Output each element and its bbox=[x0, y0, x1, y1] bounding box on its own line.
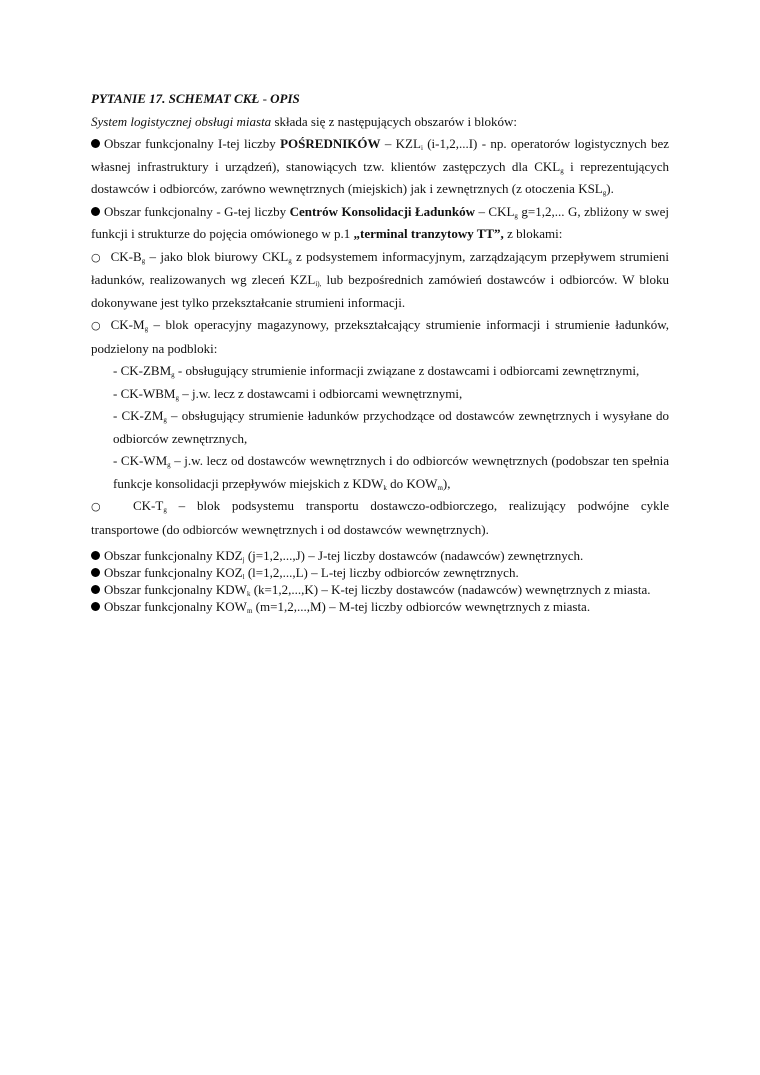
paragraph-centra: Obszar funkcjonalny - G-tej liczby Centrów Konsolidacji Ładunków – $CKL_g$ g=1,2,... G, zbliżony w swej funkcji i strukturze do pojęcia omówionego w p.1 „terminal tranzytowy TT”, z blokami: bbox=[91, 203, 669, 241]
list-item-kow: Obszar funkcjonalny $KOW_m$ (m=1,2,...,M) – M-tej liczby odbiorców wewnętrznych z miasta. bbox=[91, 598, 669, 615]
subblock-ck-zbm: - $CK-ZBM_g$ - obsługujący strumienie informacji związane z dostawcami i odbiorcami zewnętrznymi, bbox=[113, 363, 640, 379]
circle-bullet-icon: ○ bbox=[91, 319, 101, 332]
block-ck-m: ○ $CK-M_g$ – blok operacyjny magazynowy, przekształcający strumienie informacji i strumienie ładunków, podzielony na podbloki: bbox=[91, 317, 669, 356]
intro-line: System logistycznej obsługi miasta składa się z następujących obszarów i bloków: bbox=[91, 113, 518, 129]
bullet-icon bbox=[91, 602, 100, 611]
list-item-kdw: Obszar funkcjonalny $KDW_k$ (k=1,2,...,K) – K-tej liczby dostawców (nadawców) wewnętrznych z miasta. bbox=[91, 581, 669, 598]
bullet-icon bbox=[91, 551, 100, 560]
document-content bbox=[91, 88, 669, 615]
list-item-kdz: Obszar funkcjonalny $KDZ_j$ (j=1,2,...,J) – J-tej liczby dostawców (nadawców) zewnętrznych. bbox=[91, 547, 669, 564]
paragraph-posrednicy: Obszar funkcjonalny I-tej liczby POŚREDNIKÓW – $KZL_i$ (i-1,2,...I) - np. operatorów logistycznych bez własnej infrastruktury i urządzeń), stanowiących tzw. klientów zastępczych dla $CKL_g$ i reprezentujących dostawców i odbiorców, zarówno wewnętrznych (miejskich) jak i zewnętrznych (z otoczenia $KSL_g$). bbox=[91, 136, 670, 197]
block-ck-t: ○ $CK-T_g$ – blok podsystemu transportu dostawczo-odbiorczego, realizujący podwójne cykle transportowe (do odbiorców wewnętrznych i od dostawców wewnętrznych). bbox=[91, 498, 669, 537]
circle-bullet-icon: ○ bbox=[91, 250, 101, 264]
block-ck-b: ○ $CK-B_g$ – jako blok biurowy $CKL_g$ z podsystemem informacyjnym, zarządzającym przepływem strumieni ładunków, realizowanych wg zleceń $KZL_{i),}$ lub bezpośrednich zamówień dostawców i odbiorców. W bloku dokonywane jest tylko przekształcanie strumieni informacji. bbox=[91, 248, 670, 310]
bullet-icon bbox=[91, 568, 100, 577]
bullet-icon bbox=[91, 585, 100, 594]
subblock-ck-wm: - $CK-WM_g - j.w$. lecz od dostawców wewnętrznych i do odbiorców wewnętrznych (podobszar ten spełnia funkcje konsolidacji przepływów miejskich z $KDW_k$ do $KOW_m$), bbox=[113, 453, 670, 492]
subblock-ck-wbm: - $CK-WBM_g - j.w$. lecz z dostawcami i odbiorcami wewnętrznymi, bbox=[113, 385, 463, 402]
circle-bullet-icon: ○ bbox=[91, 500, 101, 513]
page-title: PYTANIE 17. SCHEMAT CKŁ - OPIS bbox=[91, 91, 300, 106]
bullet-icon bbox=[91, 207, 100, 216]
subblock-ck-zm: - $CK-ZM_g$ – obsługujący strumienie ładunków przychodzące od dostawców zewnętrznych i wysyłane do odbiorców zewnętrznych, bbox=[113, 408, 670, 446]
bullet-icon bbox=[91, 139, 100, 148]
list-item-koz: Obszar funkcjonalny $KOZ_l$ (l=1,2,...,L) – L-tej liczby odbiorców zewnętrznych. bbox=[91, 564, 669, 581]
